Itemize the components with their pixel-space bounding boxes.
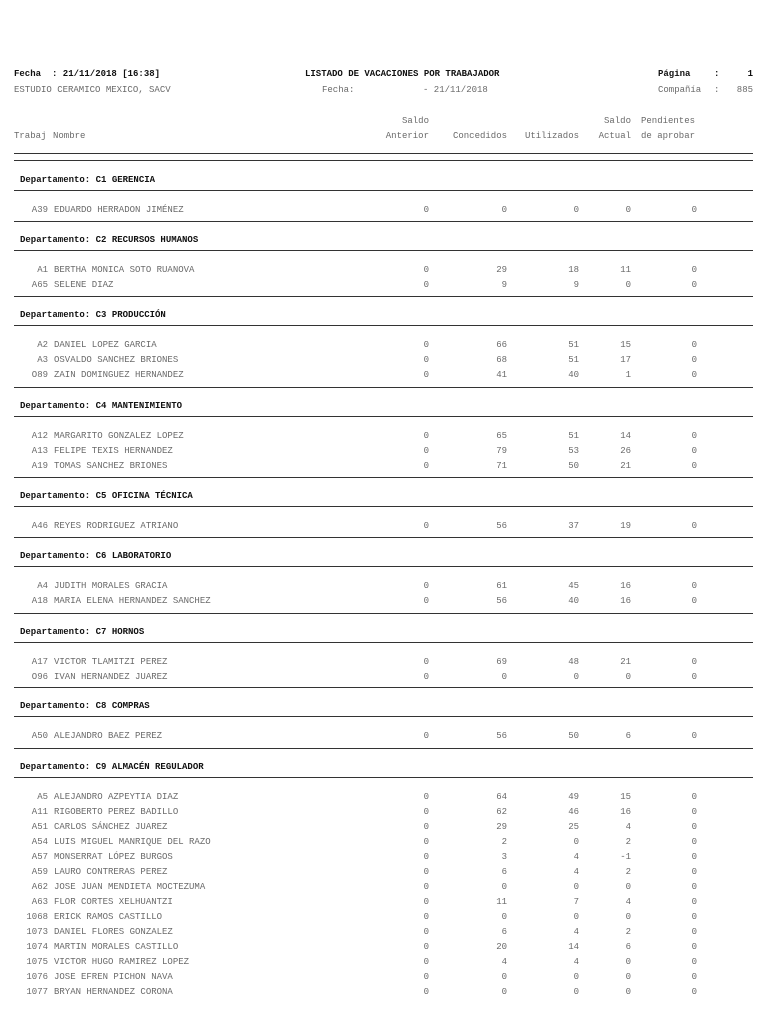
header-divider-top: [14, 153, 753, 154]
table-row: [0, 446, 768, 461]
table-row: [0, 731, 768, 746]
cell-saldo-actual: 2: [625, 867, 631, 877]
cell-utilizados: 50: [568, 731, 579, 741]
department-end-divider: [14, 537, 753, 538]
cell-saldo-actual: 0: [625, 205, 631, 215]
cell-saldo-anterior: 0: [423, 370, 429, 380]
cell-pendientes: 0: [691, 852, 697, 862]
cell-nombre: SELENE DIAZ: [54, 280, 114, 290]
cell-pendientes: 0: [691, 521, 697, 531]
cell-utilizados: 0: [573, 972, 579, 982]
cell-trabaj: A39: [31, 205, 48, 215]
cell-utilizados: 0: [573, 205, 579, 215]
cell-trabaj: O89: [31, 370, 48, 380]
table-row: [0, 897, 768, 912]
cell-nombre: VICTOR HUGO RAMIREZ LOPEZ: [54, 957, 190, 967]
cell-trabaj: A18: [31, 596, 48, 606]
cell-trabaj: A57: [31, 852, 48, 862]
cell-saldo-actual: 1: [625, 370, 631, 380]
cell-saldo-actual: 6: [625, 731, 631, 741]
cell-nombre: JOSE JUAN MENDIETA MOCTEZUMA: [54, 882, 206, 892]
cell-concedidos: 64: [496, 792, 507, 802]
cell-pendientes: 0: [691, 987, 697, 997]
cell-trabaj: O96: [31, 672, 48, 682]
cell-utilizados: 53: [568, 446, 579, 456]
department-title: Departamento: C8 COMPRAS: [20, 701, 150, 711]
cell-trabaj: A59: [31, 867, 48, 877]
cell-utilizados: 46: [568, 807, 579, 817]
table-row: [0, 942, 768, 957]
cell-utilizados: 45: [568, 581, 579, 591]
cell-nombre: ZAIN DOMINGUEZ HERNANDEZ: [54, 370, 184, 380]
table-row: [0, 852, 768, 867]
table-row: [0, 837, 768, 852]
cell-nombre: MARIA ELENA HERNANDEZ SANCHEZ: [54, 596, 211, 606]
cell-saldo-anterior: 0: [423, 942, 429, 952]
cell-saldo-actual: 0: [625, 957, 631, 967]
cell-trabaj: A62: [31, 882, 48, 892]
cell-saldo-anterior: 0: [423, 205, 429, 215]
cell-concedidos: 69: [496, 657, 507, 667]
table-row: [0, 461, 768, 476]
cell-trabaj: A13: [31, 446, 48, 456]
table-row: [0, 912, 768, 927]
cell-trabaj: A50: [31, 731, 48, 741]
cell-nombre: BRYAN HERNANDEZ CORONA: [54, 987, 173, 997]
department-divider: [14, 506, 753, 507]
cell-utilizados: 14: [568, 942, 579, 952]
cell-saldo-anterior: 0: [423, 867, 429, 877]
cell-utilizados: 0: [573, 837, 579, 847]
cell-utilizados: 50: [568, 461, 579, 471]
cell-concedidos: 79: [496, 446, 507, 456]
department-divider: [14, 566, 753, 567]
cell-utilizados: 4: [573, 867, 579, 877]
cell-concedidos: 0: [501, 672, 507, 682]
cell-utilizados: 40: [568, 596, 579, 606]
pagina-label: Página: [658, 69, 691, 79]
cell-nombre: FLOR CORTES XELHUANTZI: [54, 897, 173, 907]
fecha2-label: Fecha:: [322, 85, 355, 95]
table-row: [0, 581, 768, 596]
cell-saldo-anterior: 0: [423, 972, 429, 982]
table-row: [0, 265, 768, 280]
cell-utilizados: 9: [573, 280, 579, 290]
department-end-divider: [14, 221, 753, 222]
cell-concedidos: 68: [496, 355, 507, 365]
cell-trabaj: A3: [37, 355, 48, 365]
cell-pendientes: 0: [691, 972, 697, 982]
cell-concedidos: 0: [501, 912, 507, 922]
cell-concedidos: 29: [496, 822, 507, 832]
compania-sep: :: [714, 85, 720, 95]
cell-saldo-actual: -1: [620, 852, 631, 862]
cell-pendientes: 0: [691, 957, 697, 967]
cell-nombre: FELIPE TEXIS HERNANDEZ: [54, 446, 173, 456]
cell-saldo-actual: 6: [625, 942, 631, 952]
cell-pendientes: 0: [691, 927, 697, 937]
department-end-divider: [14, 387, 753, 388]
cell-saldo-actual: 16: [620, 596, 631, 606]
cell-utilizados: 0: [573, 672, 579, 682]
cell-concedidos: 56: [496, 596, 507, 606]
cell-saldo-anterior: 0: [423, 731, 429, 741]
cell-nombre: ALEJANDRO BAEZ PEREZ: [54, 731, 163, 741]
cell-nombre: OSVALDO SANCHEZ BRIONES: [54, 355, 179, 365]
cell-pendientes: 0: [691, 355, 697, 365]
cell-utilizados: 0: [573, 912, 579, 922]
cell-saldo-actual: 4: [625, 897, 631, 907]
col-pendientes-1: Pendientes: [641, 116, 696, 126]
cell-concedidos: 6: [501, 927, 507, 937]
col-saldo-anterior-1: Saldo: [401, 116, 429, 126]
department-title: Departamento: C2 RECURSOS HUMANOS: [20, 235, 199, 245]
cell-nombre: IVAN HERNANDEZ JUAREZ: [54, 672, 168, 682]
table-row: [0, 672, 768, 687]
col-pendientes-2: de aprobar: [641, 131, 696, 141]
table-row: [0, 792, 768, 807]
department-end-divider: [14, 613, 753, 614]
cell-nombre: MARGARITO GONZALEZ LOPEZ: [54, 431, 184, 441]
cell-trabaj: A4: [37, 581, 48, 591]
cell-concedidos: 6: [501, 867, 507, 877]
cell-saldo-anterior: 0: [423, 596, 429, 606]
cell-pendientes: 0: [691, 340, 697, 350]
cell-trabaj: A51: [31, 822, 48, 832]
cell-nombre: ALEJANDRO AZPEYTIA DIAZ: [54, 792, 179, 802]
col-utilizados: Utilizados: [524, 131, 579, 141]
cell-saldo-actual: 16: [620, 807, 631, 817]
col-nombre: Nombre: [53, 131, 86, 141]
cell-nombre: LAURO CONTRERAS PEREZ: [54, 867, 168, 877]
cell-pendientes: 0: [691, 657, 697, 667]
cell-saldo-actual: 16: [620, 581, 631, 591]
cell-concedidos: 56: [496, 731, 507, 741]
department-divider: [14, 716, 753, 717]
cell-trabaj: 1074: [26, 942, 48, 952]
cell-utilizados: 7: [573, 897, 579, 907]
cell-saldo-anterior: 0: [423, 431, 429, 441]
header-divider-bottom: [14, 160, 753, 161]
cell-saldo-anterior: 0: [423, 912, 429, 922]
cell-saldo-actual: 0: [625, 987, 631, 997]
fecha2-value: - 21/11/2018: [423, 85, 488, 95]
cell-concedidos: 65: [496, 431, 507, 441]
department-title: Departamento: C4 MANTENIMIENTO: [20, 401, 183, 411]
table-row: [0, 927, 768, 942]
cell-saldo-actual: 21: [620, 461, 631, 471]
cell-pendientes: 0: [691, 596, 697, 606]
department-divider: [14, 190, 753, 191]
cell-nombre: MARTIN MORALES CASTILLO: [54, 942, 179, 952]
cell-concedidos: 2: [501, 837, 507, 847]
cell-trabaj: A65: [31, 280, 48, 290]
cell-utilizados: 48: [568, 657, 579, 667]
col-saldo-actual-2: Actual: [598, 131, 631, 141]
department-divider: [14, 777, 753, 778]
cell-utilizados: 4: [573, 957, 579, 967]
table-row: [0, 867, 768, 882]
cell-saldo-anterior: 0: [423, 581, 429, 591]
table-row: [0, 280, 768, 295]
cell-saldo-anterior: 0: [423, 672, 429, 682]
cell-saldo-actual: 0: [625, 280, 631, 290]
department-divider: [14, 325, 753, 326]
cell-pendientes: 0: [691, 942, 697, 952]
cell-nombre: VICTOR TLAMITZI PEREZ: [54, 657, 168, 667]
cell-utilizados: 18: [568, 265, 579, 275]
cell-concedidos: 9: [501, 280, 507, 290]
table-row: [0, 521, 768, 536]
cell-trabaj: 1073: [26, 927, 48, 937]
cell-concedidos: 4: [501, 957, 507, 967]
cell-saldo-anterior: 0: [423, 957, 429, 967]
cell-pendientes: 0: [691, 912, 697, 922]
cell-concedidos: 62: [496, 807, 507, 817]
compania-value: 885: [736, 85, 753, 95]
cell-concedidos: 66: [496, 340, 507, 350]
cell-saldo-anterior: 0: [423, 265, 429, 275]
cell-saldo-actual: 0: [625, 672, 631, 682]
department-title: Departamento: C9 ALMACÉN REGULADOR: [20, 762, 204, 772]
cell-pendientes: 0: [691, 897, 697, 907]
cell-saldo-anterior: 0: [423, 280, 429, 290]
cell-pendientes: 0: [691, 867, 697, 877]
cell-saldo-actual: 26: [620, 446, 631, 456]
table-row: [0, 807, 768, 822]
pagina-value: 1: [747, 69, 753, 79]
col-concedidos: Concedidos: [452, 131, 507, 141]
col-trabaj: Trabaj: [14, 131, 47, 141]
cell-trabaj: A63: [31, 897, 48, 907]
cell-utilizados: 37: [568, 521, 579, 531]
cell-pendientes: 0: [691, 822, 697, 832]
cell-trabaj: 1077: [26, 987, 48, 997]
compania-label: Compañía: [658, 85, 702, 95]
cell-pendientes: 0: [691, 882, 697, 892]
cell-nombre: ERICK RAMOS CASTILLO: [54, 912, 163, 922]
cell-utilizados: 4: [573, 852, 579, 862]
cell-nombre: DANIEL FLORES GONZALEZ: [54, 927, 173, 937]
cell-concedidos: 71: [496, 461, 507, 471]
cell-nombre: RIGOBERTO PEREZ BADILLO: [54, 807, 179, 817]
pagina-sep: :: [714, 69, 720, 79]
cell-pendientes: 0: [691, 731, 697, 741]
cell-nombre: MONSERRAT LÓPEZ BURGOS: [54, 852, 173, 862]
col-saldo-anterior-2: Anterior: [385, 131, 429, 141]
department-title: Departamento: C5 OFICINA TÉCNICA: [20, 491, 193, 501]
cell-saldo-actual: 11: [620, 265, 631, 275]
cell-saldo-actual: 4: [625, 822, 631, 832]
cell-saldo-actual: 2: [625, 927, 631, 937]
cell-trabaj: A54: [31, 837, 48, 847]
cell-trabaj: A12: [31, 431, 48, 441]
table-row: [0, 657, 768, 672]
department-end-divider: [14, 296, 753, 297]
cell-saldo-actual: 17: [620, 355, 631, 365]
col-saldo-actual-1: Saldo: [603, 116, 631, 126]
cell-trabaj: A1: [37, 265, 48, 275]
cell-trabaj: A17: [31, 657, 48, 667]
department-title: Departamento: C3 PRODUCCIÓN: [20, 310, 166, 320]
cell-pendientes: 0: [691, 205, 697, 215]
cell-concedidos: 3: [501, 852, 507, 862]
cell-saldo-anterior: 0: [423, 882, 429, 892]
department-divider: [14, 642, 753, 643]
cell-saldo-anterior: 0: [423, 807, 429, 817]
cell-nombre: LUIS MIGUEL MANRIQUE DEL RAZO: [54, 837, 211, 847]
cell-saldo-actual: 15: [620, 792, 631, 802]
cell-concedidos: 61: [496, 581, 507, 591]
cell-saldo-actual: 0: [625, 912, 631, 922]
cell-saldo-anterior: 0: [423, 461, 429, 471]
cell-nombre: EDUARDO HERRADON JIMÉNEZ: [54, 205, 184, 215]
cell-utilizados: 51: [568, 431, 579, 441]
cell-saldo-anterior: 0: [423, 792, 429, 802]
cell-pendientes: 0: [691, 280, 697, 290]
cell-trabaj: A5: [37, 792, 48, 802]
cell-saldo-anterior: 0: [423, 987, 429, 997]
department-end-divider: [14, 687, 753, 688]
cell-saldo-actual: 15: [620, 340, 631, 350]
cell-concedidos: 11: [496, 897, 507, 907]
cell-saldo-anterior: 0: [423, 897, 429, 907]
cell-saldo-anterior: 0: [423, 837, 429, 847]
department-title: Departamento: C7 HORNOS: [20, 627, 145, 637]
cell-saldo-actual: 21: [620, 657, 631, 667]
cell-concedidos: 56: [496, 521, 507, 531]
cell-nombre: JOSE EFREN PICHON NAVA: [54, 972, 173, 982]
cell-saldo-anterior: 0: [423, 446, 429, 456]
cell-saldo-anterior: 0: [423, 822, 429, 832]
cell-saldo-anterior: 0: [423, 355, 429, 365]
table-row: [0, 957, 768, 972]
cell-saldo-actual: 2: [625, 837, 631, 847]
cell-utilizados: 25: [568, 822, 579, 832]
cell-nombre: REYES RODRIGUEZ ATRIANO: [54, 521, 179, 531]
table-row: [0, 355, 768, 370]
cell-saldo-actual: 0: [625, 972, 631, 982]
cell-trabaj: 1075: [26, 957, 48, 967]
fecha-label: Fecha: [14, 69, 42, 79]
cell-nombre: DANIEL LOPEZ GARCIA: [54, 340, 157, 350]
cell-pendientes: 0: [691, 807, 697, 817]
cell-utilizados: 0: [573, 882, 579, 892]
cell-trabaj: A19: [31, 461, 48, 471]
fecha-value: : 21/11/2018 [16:38]: [52, 69, 161, 79]
table-row: [0, 972, 768, 987]
cell-pendientes: 0: [691, 265, 697, 275]
cell-concedidos: 29: [496, 265, 507, 275]
cell-concedidos: 0: [501, 882, 507, 892]
table-row: [0, 822, 768, 837]
cell-pendientes: 0: [691, 672, 697, 682]
cell-utilizados: 40: [568, 370, 579, 380]
cell-saldo-anterior: 0: [423, 657, 429, 667]
cell-saldo-anterior: 0: [423, 521, 429, 531]
department-title: Departamento: C1 GERENCIA: [20, 175, 156, 185]
cell-concedidos: 41: [496, 370, 507, 380]
table-row: [0, 882, 768, 897]
cell-concedidos: 0: [501, 972, 507, 982]
cell-saldo-anterior: 0: [423, 340, 429, 350]
cell-utilizados: 49: [568, 792, 579, 802]
cell-pendientes: 0: [691, 581, 697, 591]
department-divider: [14, 250, 753, 251]
cell-trabaj: 1068: [26, 912, 48, 922]
cell-utilizados: 4: [573, 927, 579, 937]
cell-utilizados: 51: [568, 355, 579, 365]
cell-nombre: CARLOS SÁNCHEZ JUAREZ: [54, 822, 168, 832]
table-row: [0, 205, 768, 220]
table-row: [0, 431, 768, 446]
department-title: Departamento: C6 LABORATORIO: [20, 551, 172, 561]
cell-trabaj: A46: [31, 521, 48, 531]
cell-saldo-actual: 0: [625, 882, 631, 892]
cell-pendientes: 0: [691, 837, 697, 847]
table-row: [0, 340, 768, 355]
cell-saldo-anterior: 0: [423, 927, 429, 937]
cell-concedidos: 0: [501, 987, 507, 997]
cell-saldo-actual: 19: [620, 521, 631, 531]
cell-trabaj: 1076: [26, 972, 48, 982]
cell-utilizados: 51: [568, 340, 579, 350]
cell-pendientes: 0: [691, 370, 697, 380]
cell-utilizados: 0: [573, 987, 579, 997]
table-row: [0, 596, 768, 611]
cell-pendientes: 0: [691, 461, 697, 471]
cell-nombre: JUDITH MORALES GRACIA: [54, 581, 168, 591]
cell-pendientes: 0: [691, 446, 697, 456]
department-end-divider: [14, 748, 753, 749]
cell-saldo-anterior: 0: [423, 852, 429, 862]
department-end-divider: [14, 477, 753, 478]
cell-concedidos: 20: [496, 942, 507, 952]
table-row: [0, 987, 768, 1002]
department-divider: [14, 416, 753, 417]
cell-pendientes: 0: [691, 792, 697, 802]
table-row: [0, 370, 768, 385]
cell-saldo-actual: 14: [620, 431, 631, 441]
cell-concedidos: 0: [501, 205, 507, 215]
report-title: LISTADO DE VACACIONES POR TRABAJADOR: [305, 69, 500, 79]
cell-pendientes: 0: [691, 431, 697, 441]
cell-nombre: BERTHA MONICA SOTO RUANOVA: [54, 265, 195, 275]
cell-nombre: TOMAS SANCHEZ BRIONES: [54, 461, 168, 471]
cell-trabaj: A11: [31, 807, 48, 817]
cell-trabaj: A2: [37, 340, 48, 350]
company-name: ESTUDIO CERAMICO MEXICO, SACV: [14, 85, 171, 95]
